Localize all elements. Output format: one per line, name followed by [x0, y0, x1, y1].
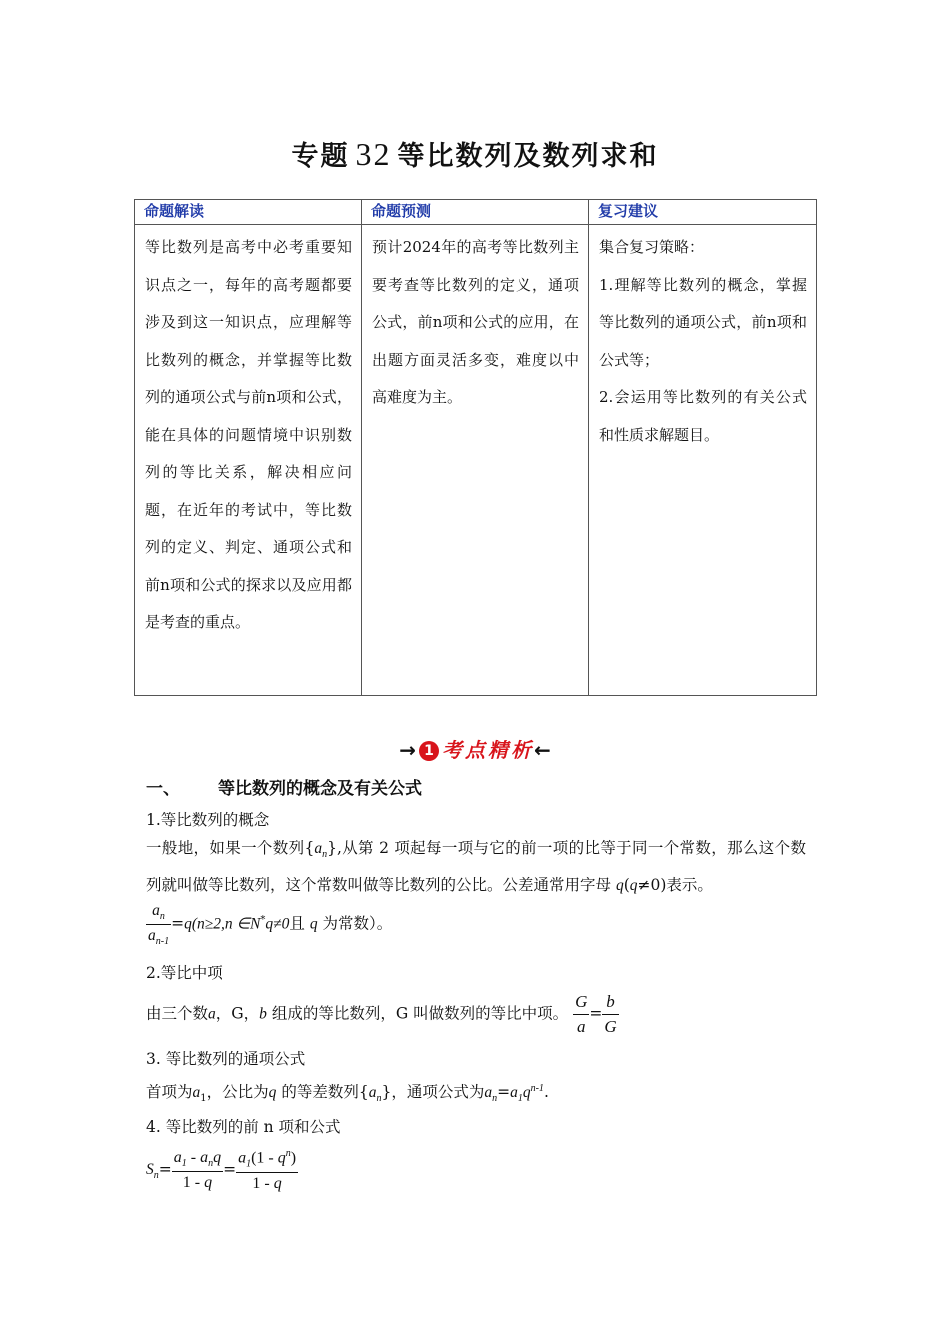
- sum-formula: $S_n=$ $\frac{a_1 - a_nq}{1 - q}$ = $\frac{a_1(1 - q^n)}{1 - q}$: [146, 1148, 297, 1192]
- intro-table: [134, 199, 817, 696]
- sum-fraction-1: $\frac{a_1 - a_nq}{1 - q}$: [173, 1148, 222, 1191]
- section-title: 等比数列的概念及有关公式: [218, 779, 422, 799]
- title-number: 32: [355, 136, 392, 172]
- arrow-right-icon: →: [399, 738, 416, 762]
- review-advice-cell: [589, 225, 817, 696]
- section-heading: [146, 774, 422, 799]
- ratio-fraction: $\frac{a_n}{a_{n-1}}$: [148, 902, 170, 948]
- mean-fraction-right: $\frac{b}{G}$: [604, 992, 617, 1036]
- section-index: 一、: [146, 779, 180, 799]
- subsection-title-3: 3. 等比数列的通项公式: [146, 1050, 306, 1068]
- subsection-title-4: 4. 等比数列的前 n 项和公式: [146, 1118, 341, 1136]
- section-banner: [0, 734, 950, 763]
- header-review-advice: 复习建议: [589, 200, 817, 225]
- title-suffix: 等比数列及数列求和: [397, 141, 659, 172]
- title-prefix: 专题: [291, 141, 350, 172]
- subsection-title-1: 1.等比数列的概念: [146, 811, 270, 829]
- header-prediction: 命题预测: [362, 200, 589, 225]
- prediction-cell: 预计2024年的高考等比数列主要考查等比数列的定义，通项公式，前n项和公式的应用，在出题方面灵活多变，难度以中高难度为主。: [362, 225, 589, 696]
- mean-fraction-left: $\frac{G}{a}$: [575, 992, 588, 1036]
- general-term-line: 首项为$a_1$，公比为q 的等差数列$\{a_n\}$，通项公式为$a_n=a_1q^{n-1}$.: [146, 1082, 549, 1105]
- ratio-formula: $\frac{a_n}{a_{n-1}}$ =q(n≥2,n ∈N*q≠0且 q 为常数）。: [148, 902, 393, 948]
- banner-text: 考点精析: [442, 738, 534, 762]
- interpretation-cell: 等比数列是高考中必考重要知识点之一，每年的高考题都要涉及到这一知识点，应理解等比数列的概念，并掌握等比数列的通项公式与前n项和公式，能在具体的问题情境中识别数列的等比关系，解决相应问题，在近年的考试中，等比数列的定义、判定、通项公式和前n项和公式的探求以及应用都是考查的重点。: [135, 225, 362, 696]
- page-title: [0, 134, 950, 173]
- advice-line-1: 集合复习策略：: [599, 238, 705, 256]
- number-badge: 1: [419, 741, 439, 761]
- arrow-left-icon: ←: [534, 738, 551, 762]
- sum-fraction-2: $\frac{a_1(1 - q^n)}{1 - q}$: [238, 1148, 297, 1192]
- intro-table-header-row: [135, 200, 817, 225]
- definition-paragraph: 一般地，如果一个数列$\{a_n\}$,从第 2 项起每一项与它的前一项的比等于同一个常数，那么这个数列就叫做等比数列，这个常数叫做等比数列的公比。公差通常用字母 q(q≠0)表示。: [146, 839, 806, 895]
- advice-line-3: 2.会运用等比数列的有关公式和性质求解题目。: [599, 388, 807, 444]
- geometric-mean-line: 由三个数a，G，b 组成的等比数列，G 叫做数列的等比中项。 $\frac{G}{a}$ = $\frac{b}{G}$: [146, 992, 617, 1036]
- header-interpretation: 命题解读: [135, 200, 362, 225]
- intro-table-body-row: [135, 225, 817, 696]
- subsection-title-2: 2.等比中项: [146, 964, 223, 982]
- advice-line-2: 1.理解等比数列的概念，掌握等比数列的通项公式，前n项和公式等；: [599, 275, 807, 369]
